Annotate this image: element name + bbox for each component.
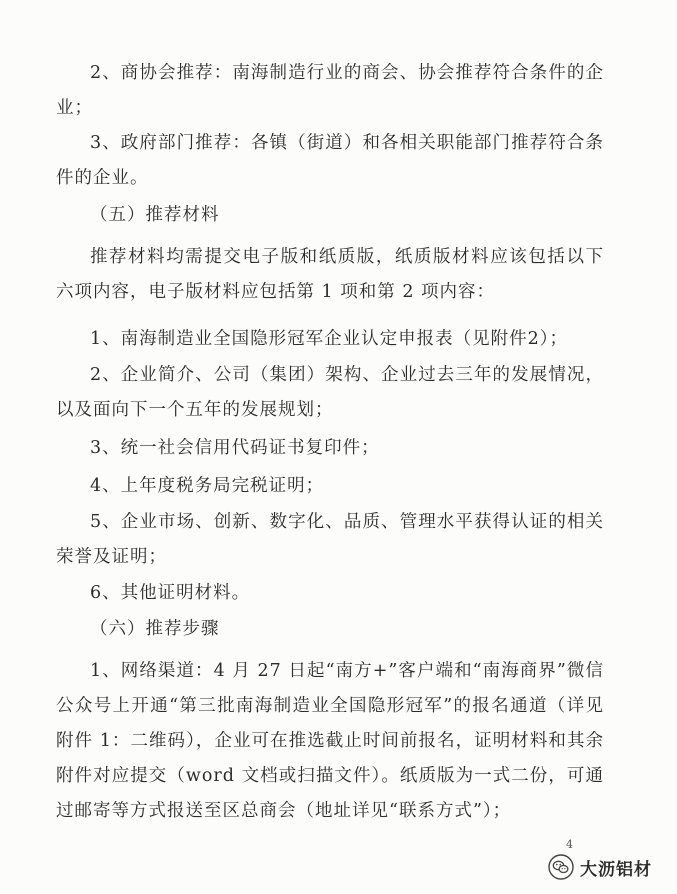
- paragraph-material-4: 4、上年度税务局完税证明；: [90, 476, 325, 496]
- page-number: 4: [566, 838, 573, 851]
- paragraph-3-government: 3、政府部门推荐：各镇（街道）和各相关职能部门推荐符合条件的企业。: [56, 133, 604, 188]
- wechat-watermark: [548, 854, 652, 880]
- watermark-text: 大沥铝材: [580, 859, 652, 880]
- paragraph-material-3: 3、统一社会信用代码证书复印件；: [90, 438, 380, 458]
- paragraph-material-1: 1、南海制造业全国隐形冠军企业认定申报表（见附件2）；: [90, 329, 569, 349]
- section-heading-6: （六）推荐步骤: [90, 619, 220, 639]
- paragraph-2-association: 2、商协会推荐：南海制造行业的商会、协会推荐符合条件的企业；: [56, 63, 604, 118]
- paragraph-online-channel: 1、网络渠道：4 月 27 日起“南方+”客户端和“南海商界”微信公众号上开通“第三批南海制造业全国隐形冠军”的报名通道（详见附件 1：二维码），企业可在推选截止时间前报名，证明材料和其余附件对应提交（word 文档或扫描文件）。纸质版为一式二份，可通过邮寄等方式报送至区总商会（地址详见“联系方式”）；: [56, 661, 604, 821]
- paragraph-material-2: 2、企业简介、公司（集团）架构、企业过去三年的发展情况，以及面向下一个五年的发展规划；: [56, 365, 604, 420]
- section-heading-5: （五）推荐材料: [90, 205, 220, 225]
- paragraph-materials-intro: 推荐材料均需提交电子版和纸质版，纸质版材料应该包括以下六项内容，电子版材料应包括第 1 项和第 2 项内容：: [56, 247, 604, 302]
- wechat-account-icon: [548, 854, 574, 880]
- paragraph-material-5: 5、企业市场、创新、数字化、品质、管理水平获得认证的相关荣誉及证明；: [56, 512, 604, 567]
- paragraph-material-6: 6、其他证明材料。: [90, 583, 251, 603]
